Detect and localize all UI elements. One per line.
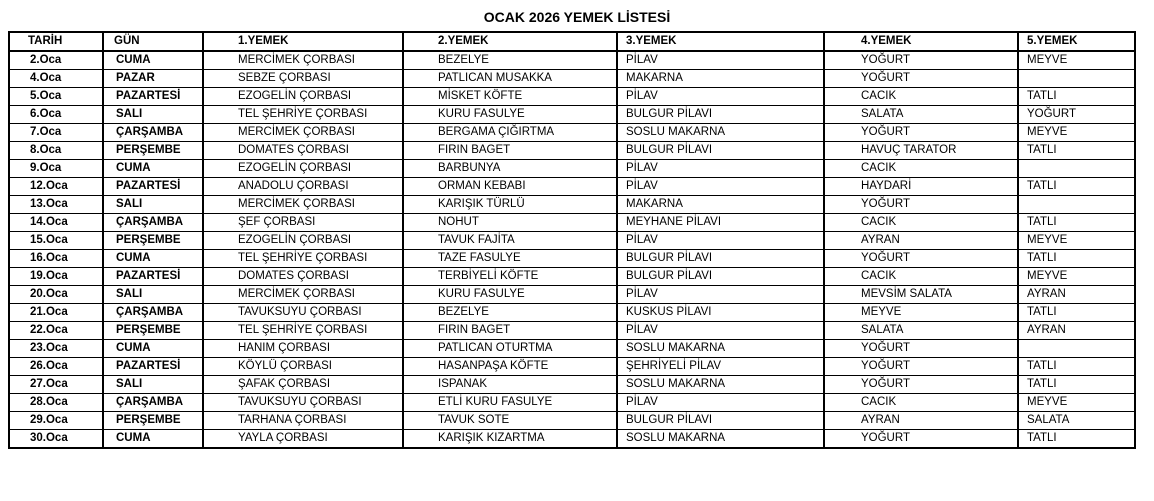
cell-day: ÇARŞAMBA xyxy=(103,304,203,322)
cell-meal-3: KUSKUS PİLAVI xyxy=(617,304,824,322)
cell-day: PAZARTESİ xyxy=(103,268,203,286)
cell-date: 27.Oca xyxy=(9,376,103,394)
cell-meal-1: SEBZE ÇORBASI xyxy=(203,70,403,88)
cell-meal-5: TATLI xyxy=(1018,358,1135,376)
cell-meal-2: TAVUK FAJİTA xyxy=(403,232,617,250)
cell-meal-1: TEL ŞEHRİYE ÇORBASI xyxy=(203,322,403,340)
cell-meal-5: MEYVE xyxy=(1018,124,1135,142)
cell-meal-3: MAKARNA xyxy=(617,196,824,214)
table-row xyxy=(9,214,1135,232)
cell-date: 14.Oca xyxy=(9,214,103,232)
cell-date: 6.Oca xyxy=(9,106,103,124)
table-row xyxy=(9,322,1135,340)
cell-meal-4: YOĞURT xyxy=(824,70,1018,88)
page-title: OCAK 2026 YEMEK LİSTESİ xyxy=(483,9,671,25)
cell-date: 19.Oca xyxy=(9,268,103,286)
cell-day: CUMA xyxy=(103,160,203,178)
table-row xyxy=(9,88,1135,106)
cell-date: 12.Oca xyxy=(9,178,103,196)
cell-meal-5: MEYVE xyxy=(1018,51,1135,70)
table-row xyxy=(9,340,1135,358)
cell-meal-2: BEZELYE xyxy=(403,304,617,322)
cell-date: 15.Oca xyxy=(9,232,103,250)
cell-meal-3: PİLAV xyxy=(617,160,824,178)
cell-day: SALI xyxy=(103,286,203,304)
cell-meal-4: YOĞURT xyxy=(824,250,1018,268)
cell-meal-2: BEZELYE xyxy=(403,51,617,70)
cell-meal-2: PATLICAN OTURTMA xyxy=(403,340,617,358)
cell-meal-3: SOSLU MAKARNA xyxy=(617,340,824,358)
cell-day: PAZARTESİ xyxy=(103,178,203,196)
cell-date: 22.Oca xyxy=(9,322,103,340)
cell-meal-4: CACIK xyxy=(824,88,1018,106)
meal-table xyxy=(8,31,1136,449)
cell-meal-2: BARBUNYA xyxy=(403,160,617,178)
cell-meal-2: TERBİYELİ KÖFTE xyxy=(403,268,617,286)
cell-meal-1: MERCİMEK ÇORBASI xyxy=(203,51,403,70)
cell-meal-5: YOĞURT xyxy=(1018,106,1135,124)
cell-day: CUMA xyxy=(103,250,203,268)
cell-meal-5 xyxy=(1018,196,1135,214)
cell-meal-1: EZOGELİN ÇORBASI xyxy=(203,160,403,178)
cell-date: 21.Oca xyxy=(9,304,103,322)
table-row xyxy=(9,51,1135,70)
cell-meal-4: CACIK xyxy=(824,394,1018,412)
cell-meal-2: KARIŞIK TÜRLÜ xyxy=(403,196,617,214)
cell-meal-2: TAZE FASULYE xyxy=(403,250,617,268)
cell-meal-2: ETLİ KURU FASULYE xyxy=(403,394,617,412)
column-header-day: GÜN xyxy=(103,32,203,51)
cell-meal-4: YOĞURT xyxy=(824,430,1018,449)
cell-date: 16.Oca xyxy=(9,250,103,268)
cell-meal-5: TATLI xyxy=(1018,376,1135,394)
cell-meal-4: CACIK xyxy=(824,160,1018,178)
cell-meal-2: NOHUT xyxy=(403,214,617,232)
cell-date: 29.Oca xyxy=(9,412,103,430)
cell-date: 9.Oca xyxy=(9,160,103,178)
cell-meal-1: TARHANA ÇORBASI xyxy=(203,412,403,430)
cell-meal-1: MERCİMEK ÇORBASI xyxy=(203,196,403,214)
table-body xyxy=(9,51,1135,448)
cell-date: 4.Oca xyxy=(9,70,103,88)
cell-day: CUMA xyxy=(103,340,203,358)
cell-meal-3: PİLAV xyxy=(617,322,824,340)
cell-meal-4: YOĞURT xyxy=(824,358,1018,376)
cell-meal-2: KURU FASULYE xyxy=(403,286,617,304)
cell-date: 8.Oca xyxy=(9,142,103,160)
cell-day: PAZAR xyxy=(103,70,203,88)
cell-meal-3: SOSLU MAKARNA xyxy=(617,124,824,142)
cell-meal-1: ANADOLU ÇORBASI xyxy=(203,178,403,196)
table-row xyxy=(9,412,1135,430)
cell-meal-3: PİLAV xyxy=(617,88,824,106)
cell-meal-1: ŞEF ÇORBASI xyxy=(203,214,403,232)
cell-meal-5: TATLI xyxy=(1018,214,1135,232)
cell-meal-4: SALATA xyxy=(824,322,1018,340)
cell-meal-4: MEVSİM SALATA xyxy=(824,286,1018,304)
cell-day: SALI xyxy=(103,106,203,124)
cell-day: PAZARTESİ xyxy=(103,358,203,376)
table-row xyxy=(9,304,1135,322)
column-header-meal-2: 2.YEMEK xyxy=(403,32,617,51)
cell-meal-5: TATLI xyxy=(1018,88,1135,106)
column-header-meal-4: 4.YEMEK xyxy=(824,32,1018,51)
table-row xyxy=(9,70,1135,88)
table-row xyxy=(9,124,1135,142)
cell-meal-1: ŞAFAK ÇORBASI xyxy=(203,376,403,394)
cell-date: 26.Oca xyxy=(9,358,103,376)
cell-meal-3: BULGUR PİLAVI xyxy=(617,412,824,430)
table-row xyxy=(9,286,1135,304)
cell-meal-4: CACIK xyxy=(824,268,1018,286)
cell-meal-1: TAVUKSUYU ÇORBASI xyxy=(203,394,403,412)
cell-meal-4: YOĞURT xyxy=(824,196,1018,214)
cell-meal-2: ISPANAK xyxy=(403,376,617,394)
table-row xyxy=(9,376,1135,394)
cell-meal-4: HAVUÇ TARATOR xyxy=(824,142,1018,160)
cell-day: SALI xyxy=(103,196,203,214)
cell-meal-3: PİLAV xyxy=(617,178,824,196)
cell-meal-5: MEYVE xyxy=(1018,394,1135,412)
cell-meal-2: KARIŞIK KIZARTMA xyxy=(403,430,617,449)
cell-day: PERŞEMBE xyxy=(103,412,203,430)
column-header-date: TARİH xyxy=(9,32,103,51)
cell-meal-2: TAVUK SOTE xyxy=(403,412,617,430)
cell-meal-3: ŞEHRİYELİ PİLAV xyxy=(617,358,824,376)
cell-meal-3: PİLAV xyxy=(617,232,824,250)
cell-meal-4: MEYVE xyxy=(824,304,1018,322)
cell-meal-5: AYRAN xyxy=(1018,322,1135,340)
cell-day: SALI xyxy=(103,376,203,394)
cell-day: ÇARŞAMBA xyxy=(103,214,203,232)
cell-day: ÇARŞAMBA xyxy=(103,394,203,412)
cell-meal-3: SOSLU MAKARNA xyxy=(617,430,824,449)
cell-date: 28.Oca xyxy=(9,394,103,412)
cell-meal-3: BULGUR PİLAVI xyxy=(617,250,824,268)
cell-meal-1: TEL ŞEHRİYE ÇORBASI xyxy=(203,250,403,268)
cell-meal-4: CACIK xyxy=(824,214,1018,232)
cell-meal-4: YOĞURT xyxy=(824,340,1018,358)
cell-meal-5: TATLI xyxy=(1018,178,1135,196)
cell-meal-1: TEL ŞEHRİYE ÇORBASI xyxy=(203,106,403,124)
cell-meal-3: MEYHANE PİLAVI xyxy=(617,214,824,232)
cell-meal-4: AYRAN xyxy=(824,232,1018,250)
table-row xyxy=(9,106,1135,124)
cell-meal-1: EZOGELİN ÇORBASI xyxy=(203,232,403,250)
table-row xyxy=(9,178,1135,196)
cell-day: PERŞEMBE xyxy=(103,322,203,340)
cell-date: 7.Oca xyxy=(9,124,103,142)
cell-day: PERŞEMBE xyxy=(103,142,203,160)
cell-date: 20.Oca xyxy=(9,286,103,304)
column-header-meal-3: 3.YEMEK xyxy=(617,32,824,51)
table-row xyxy=(9,160,1135,178)
cell-meal-5: TATLI xyxy=(1018,250,1135,268)
cell-meal-2: FIRIN BAGET xyxy=(403,322,617,340)
header-row xyxy=(9,32,1135,51)
cell-meal-5: SALATA xyxy=(1018,412,1135,430)
cell-meal-2: KURU FASULYE xyxy=(403,106,617,124)
cell-date: 13.Oca xyxy=(9,196,103,214)
cell-meal-2: PATLICAN MUSAKKA xyxy=(403,70,617,88)
cell-meal-3: MAKARNA xyxy=(617,70,824,88)
cell-meal-2: HASANPAŞA KÖFTE xyxy=(403,358,617,376)
cell-day: PAZARTESİ xyxy=(103,88,203,106)
cell-meal-5: TATLI xyxy=(1018,304,1135,322)
cell-meal-2: MİSKET KÖFTE xyxy=(403,88,617,106)
table-row xyxy=(9,196,1135,214)
cell-meal-4: YOĞURT xyxy=(824,51,1018,70)
cell-meal-3: BULGUR PİLAVI xyxy=(617,106,824,124)
cell-meal-5 xyxy=(1018,160,1135,178)
cell-meal-4: HAYDARİ xyxy=(824,178,1018,196)
cell-meal-1: EZOGELİN ÇORBASI xyxy=(203,88,403,106)
cell-meal-3: PİLAV xyxy=(617,51,824,70)
cell-meal-1: MERCİMEK ÇORBASI xyxy=(203,124,403,142)
table-row xyxy=(9,394,1135,412)
cell-meal-5: MEYVE xyxy=(1018,268,1135,286)
table-row xyxy=(9,430,1135,449)
cell-meal-4: YOĞURT xyxy=(824,124,1018,142)
table-row xyxy=(9,250,1135,268)
cell-day: CUMA xyxy=(103,51,203,70)
cell-meal-4: YOĞURT xyxy=(824,376,1018,394)
cell-meal-3: BULGUR PİLAVI xyxy=(617,268,824,286)
cell-date: 30.Oca xyxy=(9,430,103,449)
cell-meal-5 xyxy=(1018,340,1135,358)
column-header-meal-5: 5.YEMEK xyxy=(1018,32,1135,51)
cell-meal-1: KÖYLÜ ÇORBASI xyxy=(203,358,403,376)
cell-date: 23.Oca xyxy=(9,340,103,358)
cell-meal-1: TAVUKSUYU ÇORBASI xyxy=(203,304,403,322)
cell-day: ÇARŞAMBA xyxy=(103,124,203,142)
cell-meal-2: BERGAMA ÇIĞIRTMA xyxy=(403,124,617,142)
cell-meal-1: MERCİMEK ÇORBASI xyxy=(203,286,403,304)
cell-meal-5: AYRAN xyxy=(1018,286,1135,304)
table-row xyxy=(9,142,1135,160)
cell-meal-2: ORMAN KEBABI xyxy=(403,178,617,196)
cell-meal-3: PİLAV xyxy=(617,286,824,304)
cell-meal-1: YAYLA ÇORBASI xyxy=(203,430,403,449)
cell-meal-5: MEYVE xyxy=(1018,232,1135,250)
table-row xyxy=(9,232,1135,250)
table-row xyxy=(9,268,1135,286)
cell-meal-5 xyxy=(1018,70,1135,88)
cell-meal-1: HANIM ÇORBASI xyxy=(203,340,403,358)
column-header-meal-1: 1.YEMEK xyxy=(203,32,403,51)
cell-meal-5: TATLI xyxy=(1018,430,1135,449)
cell-date: 5.Oca xyxy=(9,88,103,106)
cell-day: CUMA xyxy=(103,430,203,449)
cell-meal-3: PİLAV xyxy=(617,394,824,412)
cell-meal-3: BULGUR PİLAVI xyxy=(617,142,824,160)
cell-meal-1: DOMATES ÇORBASI xyxy=(203,268,403,286)
cell-meal-5: TATLI xyxy=(1018,142,1135,160)
cell-meal-4: AYRAN xyxy=(824,412,1018,430)
cell-meal-3: SOSLU MAKARNA xyxy=(617,376,824,394)
cell-date: 2.Oca xyxy=(9,51,103,70)
cell-day: PERŞEMBE xyxy=(103,232,203,250)
cell-meal-2: FIRIN BAGET xyxy=(403,142,617,160)
table-row xyxy=(9,358,1135,376)
cell-meal-1: DOMATES ÇORBASI xyxy=(203,142,403,160)
cell-meal-4: SALATA xyxy=(824,106,1018,124)
